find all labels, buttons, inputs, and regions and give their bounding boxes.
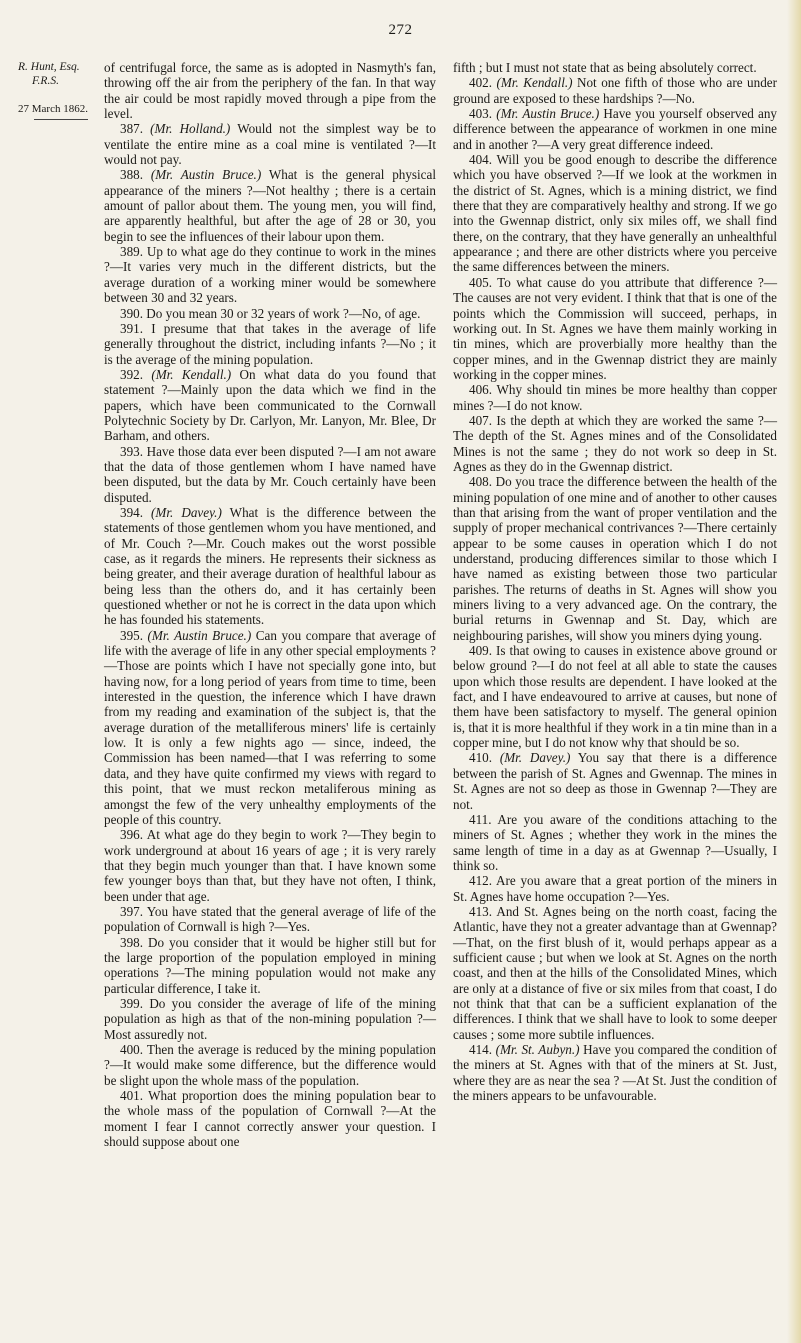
question-number: 389. [120, 244, 143, 260]
paragraph-text: To what cause do you attribute that difference ?—The causes are not very evident. I think that that is one of the points which the Commission will succeed, perhaps, in working out. In St. Agnes we have them mainly working in tin mines, which are proverbially more healthy than the copper mines, and in the Gwennap district they are mainly working in the copper mines. [453, 274, 777, 382]
question-paragraph [104, 321, 436, 367]
paragraph-text: You say that there is a difference between the parish of St. Agnes and Gwennap. The mines in St. Agnes are not so deep as those in Gwennap ?—They are not. [453, 750, 777, 812]
question-number: 387. [120, 121, 143, 137]
paragraph-text: Can you compare that average of life with the average of life in any other special employments ?—Those are points which I have not specially gone into, but having now, for a long period of years from time to time, been interested in the question, the inference which I have drawn from my reading and examination of the subject is, that the average duration of the metalliferous miners' life is certainly low. It is only a few nights ago — since, indeed, the Commission has been named—that I was referring to some data, and they have quite confirmed my views with regard to this point, that we must reckon metaliferous mining as amongst the few of the very unhealthy employments of the people of this country. [104, 627, 436, 827]
question-paragraph [453, 750, 777, 811]
question-number: 408. [469, 474, 492, 490]
question-paragraph [104, 244, 436, 305]
question-number: 409. [469, 643, 492, 659]
paragraph-text: Have those data ever been disputed ?—I am not aware that the data of those gentlemen whom I have named have been disputed, but the data by Mr. Couch certainly have been disputed. [104, 443, 436, 505]
speaker-name: (Mr. Davey.) [151, 504, 222, 520]
paragraph-text: And St. Agnes being on the north coast, facing the Atlantic, have they not a greater advantage than at Gwennap?—That, on the first blush of it, would perhaps appear as a sufficient cause ; but when we look at St. Agnes on the north coast, and then at the hills of the Consolidated Mines, which are only at a distance of five or six miles from that coast, I do not think that that can be a sufficient explanation of the differences. I think that we shall have to look to some deeper causes ; some more subtile influences. [453, 903, 778, 1042]
question-paragraph [453, 904, 777, 1042]
question-paragraph [453, 413, 777, 474]
paragraph-text: Not one fifth of those who are under ground are exposed to these hardships ?—No. [453, 75, 777, 106]
question-paragraph [104, 904, 436, 935]
paragraph-text: Have you compared the condition of the miners at St. Agnes with that of the miners at St. Just, where they are as near the sea ? —At St. Just the condition of the miners appears to be unfavourable. [453, 1042, 777, 1104]
speaker-name: (Mr. St. Aubyn.) [495, 1042, 580, 1057]
speaker-name: (Mr. Austin Bruce.) [150, 167, 262, 183]
paragraph-text: Are you aware that a great portion of the miners in St. Agnes have home occupation ?—Yes. [453, 873, 778, 904]
question-number: 402. [469, 75, 492, 91]
question-number: 401. [120, 1088, 143, 1104]
paragraph-text: fifth ; but I must not state that as being absolutely correct. [453, 60, 757, 75]
question-number: 404. [469, 152, 492, 168]
question-paragraph [104, 1042, 436, 1088]
paragraph-text: Do you mean 30 or 32 years of work ?—No, of age. [146, 305, 421, 321]
question-paragraph [104, 121, 436, 167]
continued-paragraph [453, 60, 777, 75]
question-number: 411. [469, 811, 492, 827]
paragraph-text: At what age do they begin to work ?—They begin to work underground at about 16 years of age ; it is very rarely that they begin much younger than that. I have known some few younger boys than that, but they have not often, I think, been under that age. [104, 827, 436, 904]
question-paragraph [104, 827, 436, 904]
question-paragraph [453, 474, 777, 643]
question-number: 399. [120, 995, 143, 1011]
paragraph-text: Have you yourself observed any difference between the appearance of workmen in one mine and in another ?—A very great difference indeed. [453, 106, 778, 152]
question-paragraph [104, 1088, 436, 1149]
paragraph-text: I presume that that takes in the average of life generally throughout the district, including infants ?—No ; it is the average of the mining population. [104, 320, 436, 367]
question-number: 395. [120, 627, 143, 643]
speaker-name: (Mr. Davey.) [499, 750, 571, 766]
question-number: 394. [120, 504, 143, 520]
question-paragraph [453, 275, 777, 382]
speaker-name: (Mr. Kendall.) [496, 75, 573, 91]
question-number: 393. [120, 443, 143, 459]
question-paragraph [104, 628, 436, 827]
question-number: 407. [469, 412, 492, 428]
question-paragraph [453, 1042, 777, 1103]
paragraph-text: Do you trace the difference between the health of the mining population of one mine and of another to other causes than that arising from the want of proper ventilation and the supply of proper mechanical contrivances ?—There certainly appear to be some causes in operation which I do not understand, producing differences similar to those which I have named as existing between those two particular parishes. The returns of deaths in St. Agnes will show you miners living to a very advanced age. On the contrary, the burial returns in Gwennap and St. Day, which are neighbouring parishes, will show you miners dying young. [453, 474, 777, 643]
question-paragraph [104, 996, 436, 1042]
question-paragraph [453, 873, 777, 904]
paragraph-text: You have stated that the general average of life of the population of Cornwall is high ?—Yes. [104, 903, 436, 935]
question-paragraph [453, 75, 777, 106]
paragraph-text: Then the average is reduced by the mining population ?—It would make some difference, but the difference would be slight upon the whole mass of the population. [104, 1042, 436, 1088]
paragraph-text: Why should tin mines be more healthy than copper mines ?—I do not know. [453, 382, 777, 413]
paragraph-text: Do you consider the average of life of the mining population as high as that of the non-mining population ?—Most assuredly not. [104, 995, 436, 1042]
speaker-name: (Mr. Kendall.) [151, 366, 232, 382]
question-number: 403. [469, 106, 492, 122]
question-number: 397. [120, 903, 143, 919]
question-number: 406. [469, 382, 492, 398]
margin-note [18, 60, 98, 120]
witness-name: R. Hunt, Esq. [18, 61, 80, 73]
paragraph-text: Are you aware of the conditions attaching to the miners of St. Agnes ; whether they work in the mines the same length of time in a day as at Gwennap ?—Usually, I think so. [453, 811, 777, 873]
question-number: 400. [120, 1042, 143, 1057]
margin-rule [34, 119, 88, 120]
question-number: 414. [469, 1042, 492, 1057]
left-column [104, 60, 436, 1149]
page-number: 272 [388, 22, 413, 38]
question-paragraph [104, 444, 436, 505]
question-paragraph [104, 935, 436, 996]
paragraph-text: On what data do you found that statement ?—Mainly upon the data which we find in the papers, which have been communicated to the Cornwall Polytechnic Society by Dr. Carlyon, Mr. Lanyon, Mr. Blee, Dr Barham, and others. [104, 366, 436, 444]
speaker-name: (Mr. Austin Bruce.) [147, 627, 252, 643]
question-number: 413. [469, 903, 492, 919]
question-number: 390. [120, 305, 143, 321]
witness-credentials: F.R.S. [32, 75, 59, 87]
question-paragraph [453, 643, 777, 750]
paragraph-text: What is the difference between the statements of those gentlemen whom you have mentioned, and of Mr. Couch ?—Mr. Couch makes out the worst possible case, as it regards the miners. He represents their sickness as being greater, and their average duration of healthful labour as being less than the others do, and it has certainly been questioned whether or not he is correct in the data upon which he has founded his statements. [104, 504, 436, 628]
paragraph-text: of centrifugal force, the same as is adopted in Nasmyth's fan, throwing off the air from the periphery of the fan. In that way the air could be most rapidly moved through a pipe from the level. [104, 60, 436, 122]
continued-paragraph [104, 60, 436, 121]
question-paragraph [104, 306, 436, 321]
question-number: 388. [120, 167, 143, 183]
paragraph-text: Up to what age do they continue to work in the mines ?—It varies very much in the different districts, but the average duration of a working miner would be somewhere between 30 and 32 years. [104, 244, 436, 306]
paragraph-text: Will you be good enough to describe the difference which you have observed ?—If we look at the workmen in the district of St. Agnes, which is a mining district, we find there that they are comparatively healthy and strong. If we go into the Gwennap district, only six miles off, we shall find there, on the contrary, that they have generally an unhealthful appearance ; and there are other districts where you perceive the same differences between the miners. [453, 152, 777, 275]
question-paragraph [453, 106, 777, 152]
question-paragraph [453, 382, 777, 413]
paragraph-text: What proportion does the mining population bear to the whole mass of the population of Cornwall ?—At the moment I fear I cannot correctly answer your question. I should suppose about one [104, 1088, 436, 1150]
speaker-name: (Mr. Austin Bruce.) [496, 106, 600, 122]
question-paragraph [104, 505, 436, 628]
question-number: 396. [120, 827, 143, 843]
paragraph-text: Would not the simplest way be to ventilate the entire mine as a coal mine is ventilated ?—It would not pay. [104, 121, 436, 168]
question-number: 391. [120, 320, 143, 336]
paragraph-text: Is the depth at which they are worked the same ?—The depth of the St. Agnes mines and of the Consolidated Mines is not the same ; they do not work so deep in St. Agnes as they do in the Gwennap district. [453, 412, 777, 474]
question-number: 392. [120, 366, 143, 382]
page-edge-shadow [787, 0, 801, 1343]
question-number: 405. [469, 274, 492, 290]
paragraph-text: What is the general physical appearance of the miners ?—Not healthy ; there is a certain amount of pallor about them. The young men, you will find, are apparently healthful, but after the age of 28 or 30, you begin to see the influences of their labour upon them. [104, 167, 436, 244]
question-number: 410. [469, 750, 492, 766]
question-number: 412. [469, 873, 492, 889]
question-paragraph [104, 167, 436, 244]
right-column [453, 60, 777, 1103]
question-number: 398. [120, 934, 143, 950]
question-paragraph [104, 367, 436, 444]
speaker-name: (Mr. Holland.) [150, 121, 231, 137]
paragraph-text: Do you consider that it would be higher still but for the large proportion of the population employed in mining operations ?—The mining population would not make any particular difference, I take it. [104, 934, 436, 996]
paragraph-text: Is that owing to causes in existence above ground or below ground ?—I do not feel at all able to state the causes upon which those results are dependent. I have looked at the fact, and I have endeavoured to arrive at causes, but none of them have been satisfactory to myself. The general opinion is, that it is more healthful if they work in a tin mine than in a copper mine, but I do not know why that should be so. [453, 643, 777, 751]
evidence-date: 27 March 1862. [18, 103, 88, 115]
question-paragraph [453, 152, 777, 275]
question-paragraph [453, 812, 777, 873]
